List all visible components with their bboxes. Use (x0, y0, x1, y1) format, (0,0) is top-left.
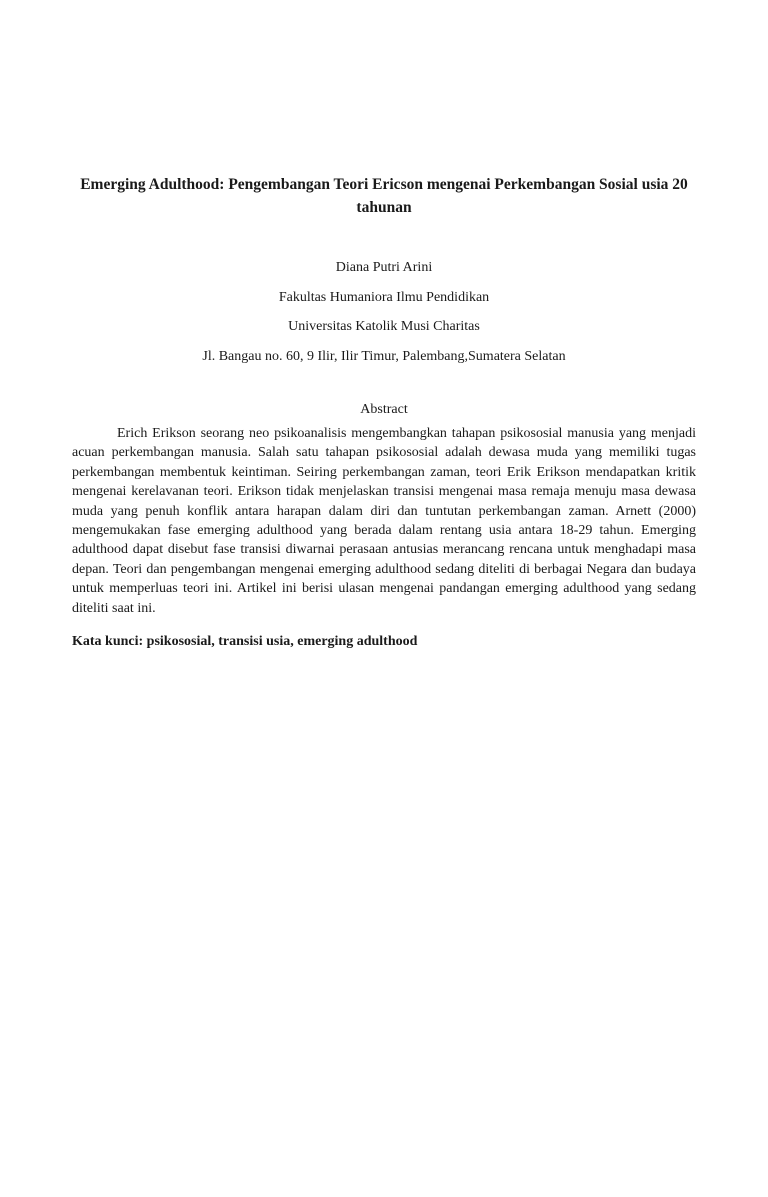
paper-title: Emerging Adulthood: Pengembangan Teori Ericson mengenai Perkembangan Sosial usia 20 tahunan (80, 176, 688, 216)
abstract-heading: Abstract (360, 402, 408, 417)
author-faculty: Fakultas Humaniora Ilmu Pendidikan (278, 289, 490, 305)
abstract-text: Erich Erikson seorang neo psikoanalisis mengembangkan tahapan psikososial manusia yang menjadi acuan perkembangan manusia. Salah satu tahapan psikososial adalah dewasa muda yang memiliki tugas perkembangan membentuk keintiman. Seiring perkembangan zaman, teori Erik Erikson mendapatkan kritik mengenai kerelavanan teori. Erikson tidak menjelaskan transisi mengenai masa remaja menuju masa dewasa muda yang penuh konflik antara harapan dalam diri dan tuntutan perkembangan zaman. Arnett (2000) mengemukakan fase emerging adulthood yang berada dalam rentang usia antara 18-29 tahun. Emerging adulthood dapat disebut fase transisi diwarnai perasaan antusias merancang rencana untuk menghadapi masa depan. Teori dan pengembangan mengenai emerging adulthood sedang diteliti di berbagai Negara dan budaya untuk memperluas teori ini. Artikel ini berisi ulasan mengenai pandangan emerging adulthood yang sedang diteliti saat ini. (72, 426, 696, 616)
document-page (0, 173, 768, 1197)
author-address: Jl. Bangau no. 60, 9 Ilir, Ilir Timur, Palembang,Sumatera Selatan (202, 348, 566, 364)
author-name: Diana Putri Arini (335, 260, 433, 275)
author-block (72, 253, 696, 371)
keywords: Kata kunci: psikososial, transisi usia, emerging adulthood (72, 634, 418, 650)
author-university: Universitas Katolik Musi Charitas (288, 319, 480, 334)
